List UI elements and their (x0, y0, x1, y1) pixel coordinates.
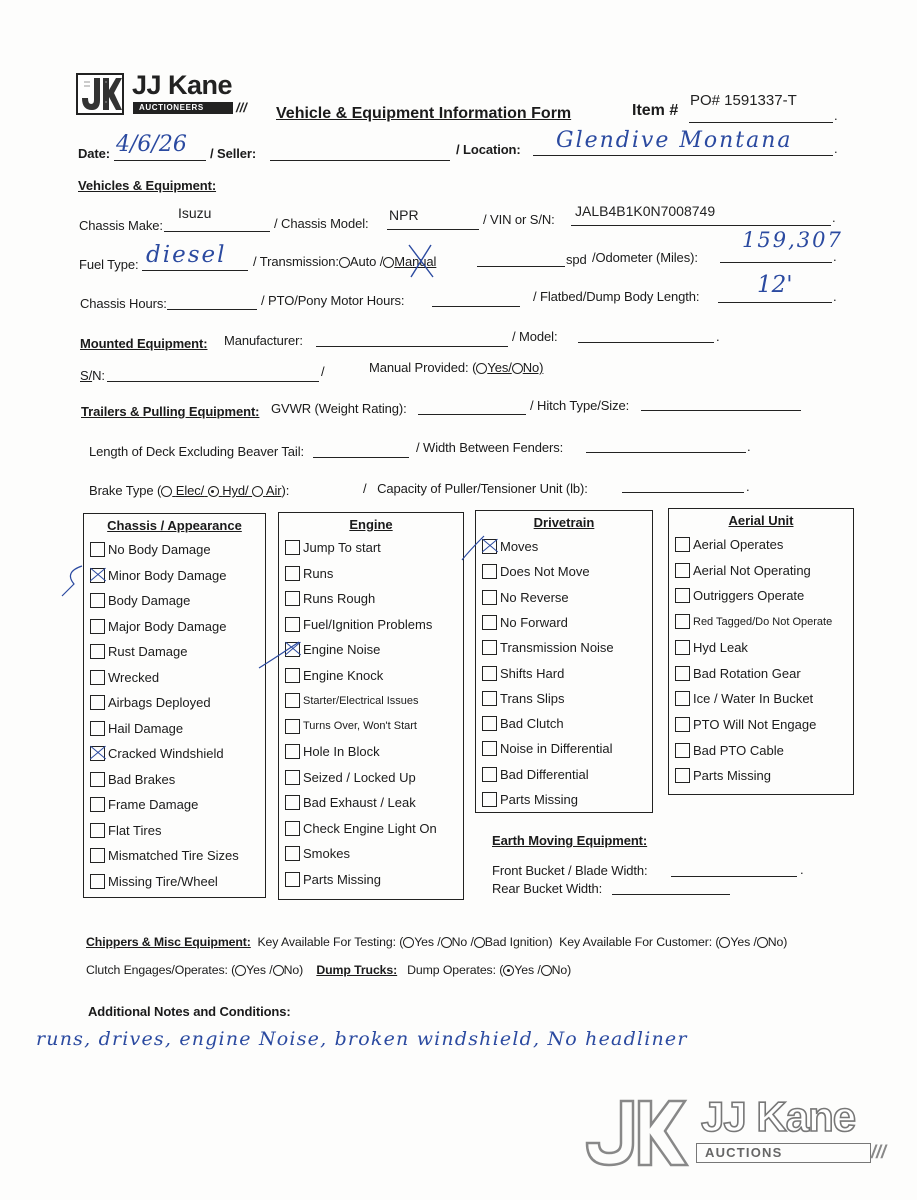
body-length-value[interactable]: 12' (757, 272, 793, 298)
checklist-item-label: Does Not Move (500, 564, 590, 580)
dump-trucks-section-title: Dump Trucks: (316, 963, 398, 977)
gvwr-field[interactable] (418, 414, 526, 415)
checklist-item[interactable] (482, 640, 614, 655)
checklist-item-label: Hyd Leak (693, 639, 748, 655)
checklist-item[interactable] (90, 772, 175, 787)
hitch-label-text: Hitch Type/Size: (537, 398, 630, 413)
manual-yes-label: Yes/ (487, 360, 512, 375)
model-field[interactable] (578, 342, 714, 343)
logo-slashes: /// (236, 100, 247, 115)
brake-type-label: Brake Type ( (89, 483, 162, 498)
period: . (833, 289, 837, 304)
checklist-item-label: Check Engine Light On (303, 820, 437, 836)
period: . (746, 479, 750, 494)
checklist-item-label: Bad PTO Cable (693, 742, 784, 758)
body-length-label: / Flatbed/Dump Body Length: (533, 289, 700, 304)
checklist-item-label: Runs (303, 565, 334, 581)
checklist-item-label: PTO Will Not Engage (693, 716, 817, 732)
chassis-make-line (164, 231, 270, 232)
checklist-item[interactable] (675, 768, 771, 783)
fuel-type-line (142, 270, 248, 271)
checkbox[interactable] (675, 666, 690, 681)
checkbox[interactable] (285, 693, 300, 708)
chippers-row (86, 935, 787, 949)
checklist-item[interactable] (675, 640, 748, 655)
manufacturer-field[interactable] (316, 346, 508, 347)
checklist-item[interactable] (285, 795, 416, 810)
odometer-value[interactable]: 159,307 (742, 228, 843, 252)
checkbox[interactable] (482, 564, 497, 579)
location-label: / Location: (456, 142, 521, 157)
checklist-item-label: Bad Exhaust / Leak (303, 795, 416, 810)
checklist-item[interactable] (675, 537, 783, 552)
sn-label: S/N: (80, 368, 105, 383)
sn-field[interactable] (107, 381, 319, 382)
item-value[interactable]: PO# 1591337-T (690, 92, 797, 109)
checklist-item-label: Missing Tire/Wheel (108, 873, 218, 889)
chassis-model-label-text: Chassis Model: (281, 216, 369, 231)
checklist-item-label: Hail Damage (108, 720, 184, 736)
checklist-item[interactable] (675, 588, 804, 603)
checklist-item-label: Parts Missing (500, 792, 579, 807)
checklist-item-label: Hole In Block (303, 744, 380, 759)
manual-selected-x-mark (405, 243, 437, 279)
watermark-slashes: /// (871, 1142, 887, 1162)
form-title: Vehicle & Equipment Information Form (276, 105, 572, 122)
checklist-item[interactable] (285, 872, 381, 887)
clutch-no-label: No) (283, 963, 304, 977)
clutch-yes-radio[interactable] (235, 965, 246, 976)
checklist-item-label: Body Damage (108, 593, 191, 608)
vehicles-section-title: Vehicles & Equipment: (78, 178, 217, 193)
checklist-item[interactable] (285, 821, 437, 836)
clutch-label: Clutch Engages/Operates: ( (86, 963, 236, 977)
checklist-item-label: No Reverse (500, 589, 569, 605)
checklist-item[interactable] (482, 590, 569, 605)
checklist-item[interactable] (285, 846, 350, 861)
checklist-item-label: Frame Damage (108, 797, 199, 812)
checklist-item-label: Jump To start (303, 540, 381, 555)
checklist-item[interactable] (90, 823, 161, 838)
manual-no-label: No) (522, 360, 544, 375)
checklist-item[interactable] (90, 746, 224, 761)
checklist-item[interactable] (285, 719, 417, 734)
watermark-name: JJ Kane (701, 1093, 856, 1140)
checklist-item[interactable] (285, 540, 381, 555)
logo-tagline: AUCTIONEERS (133, 102, 233, 114)
seller-label: / Seller: (210, 146, 257, 161)
checkbox[interactable] (285, 617, 300, 632)
checklist-item-label: Major Body Damage (108, 618, 227, 634)
dump-yes-radio[interactable] (503, 965, 514, 976)
watermark-tagline: AUCTIONS (696, 1143, 871, 1163)
rear-bucket-field[interactable] (612, 894, 730, 895)
checklist-item[interactable] (90, 670, 159, 685)
brake-air-label: Air (265, 483, 282, 498)
checklist-item-label: Bad Rotation Gear (693, 665, 801, 681)
transmission-auto-label: Auto (349, 254, 377, 269)
vin-label-text: VIN or S/N: (490, 212, 555, 227)
checkbox[interactable] (90, 670, 105, 685)
chassis-make-label: Chassis Make: (79, 218, 163, 233)
chassis-hours-field[interactable] (167, 309, 257, 310)
spd-label: spd (566, 252, 587, 267)
checklist-item-label: No Body Damage (108, 542, 211, 557)
checklist-item[interactable] (90, 619, 227, 634)
capacity-field[interactable] (622, 492, 744, 493)
checklist-item[interactable] (285, 591, 375, 606)
period: . (833, 249, 837, 264)
period: . (834, 108, 838, 123)
period: . (832, 210, 836, 225)
date-label: Date: (78, 146, 111, 161)
checklist-item[interactable] (285, 744, 380, 759)
key-customer-no-radio[interactable] (757, 937, 768, 948)
brake-air-radio[interactable] (252, 486, 263, 497)
capacity-label-text: Capacity of Puller/Tensioner Unit (lb): (377, 481, 588, 496)
key-customer-label: Key Available For Customer: ( (559, 935, 720, 949)
checklist-item[interactable] (675, 743, 784, 758)
checkbox[interactable] (482, 691, 497, 706)
checklist-item-label: Fuel/Ignition Problems (303, 616, 433, 632)
chassis-make-value[interactable]: Isuzu (178, 205, 212, 221)
brake-elec-label: Elec/ (175, 483, 205, 498)
checkbox[interactable] (482, 716, 497, 731)
checkbox[interactable] (482, 767, 497, 782)
hitch-label: / Hitch Type/Size: (530, 398, 630, 413)
checkbox-checked[interactable] (90, 746, 105, 761)
checkbox[interactable] (675, 691, 690, 706)
checklist-item[interactable] (482, 741, 612, 756)
fuel-type-label: Fuel Type: (79, 257, 139, 272)
checkbox[interactable] (90, 848, 105, 863)
trailers-section-title: Trailers & Pulling Equipment: (81, 404, 260, 419)
checklist-item[interactable] (90, 848, 239, 863)
checkbox[interactable] (90, 619, 105, 634)
checkbox[interactable] (90, 874, 105, 889)
key-testing-label: Key Available For Testing: ( (257, 935, 404, 949)
logo-name: JJ Kane (132, 70, 233, 100)
checklist-item[interactable] (675, 614, 832, 629)
checkbox[interactable] (285, 821, 300, 836)
checklist-item[interactable] (90, 797, 198, 812)
gvwr-label: GVWR (Weight Rating): (271, 401, 407, 416)
check-annotation-mark (460, 530, 490, 566)
checklist-title: Aerial Unit (728, 513, 794, 528)
checklist-item[interactable] (482, 615, 568, 630)
checklist-item-label: Wrecked (108, 669, 160, 685)
notes-label: Additional Notes and Conditions: (88, 1004, 291, 1019)
seller-label-text: Seller: (217, 146, 257, 161)
clutch-no-radio[interactable] (273, 965, 284, 976)
clutch-dump-row (86, 963, 571, 977)
checkbox[interactable] (90, 695, 105, 710)
checklist-item-label: Trans Slips (500, 690, 565, 706)
transmission-manual-radio[interactable] (383, 257, 394, 268)
checkbox[interactable] (285, 872, 300, 887)
checkbox[interactable] (90, 772, 105, 787)
vin-label: / VIN or S/N: (483, 212, 555, 227)
checklist-item[interactable] (482, 539, 538, 554)
checklist-item-label: Airbags Deployed (108, 695, 211, 710)
checklist-item-label: Smokes (303, 846, 350, 861)
checkbox[interactable] (285, 744, 300, 759)
location-label-text: Location: (463, 142, 521, 157)
deck-length-field[interactable] (313, 457, 409, 458)
checklist-item-label: Moves (500, 539, 539, 554)
checklist-item-label: Ice / Water In Bucket (693, 691, 814, 707)
key-testing-no-label: No / (451, 935, 474, 949)
checklist-item-label: Noise in Differential (500, 741, 613, 757)
checklist-title: Chassis / Appearance (107, 518, 242, 533)
watermark-jk-icon (583, 1095, 691, 1170)
checkbox[interactable] (675, 614, 690, 629)
checklist-item[interactable] (285, 770, 416, 785)
period: . (716, 329, 720, 344)
transmission-label: Transmission: (259, 254, 339, 269)
checklist-item[interactable] (482, 716, 564, 731)
date-value[interactable]: 4/6/26 (116, 132, 187, 157)
transmission-group: / Transmission: Auto / Manual (253, 254, 437, 269)
checkbox[interactable] (482, 640, 497, 655)
checklist-item-label: Bad Brakes (108, 771, 176, 787)
transmission-manual-label: Manual (394, 254, 437, 269)
checkbox[interactable] (285, 770, 300, 785)
vin-value[interactable]: JALB4B1K0N7008749 (575, 203, 716, 219)
checklist-item[interactable] (90, 695, 211, 710)
checklist-aerial (668, 508, 854, 795)
checklist-item[interactable] (675, 563, 811, 578)
transmission-auto-radio[interactable] (339, 257, 350, 268)
checklist-item[interactable] (675, 717, 816, 732)
clutch-yes-label: Yes / (246, 963, 273, 977)
model-label: / Model: (512, 329, 558, 344)
pto-hours-label: / PTO/Pony Motor Hours: (261, 293, 405, 308)
checkbox[interactable] (675, 563, 690, 578)
key-testing-bad-ignition-label: Bad Ignition) (484, 935, 553, 949)
checkbox[interactable] (285, 719, 300, 734)
period: . (747, 439, 751, 454)
checklist-item[interactable] (90, 542, 211, 557)
checkbox[interactable] (285, 846, 300, 861)
manual-provided-group (369, 360, 543, 375)
checkbox[interactable] (90, 644, 105, 659)
spd-line (477, 266, 565, 267)
checkbox[interactable] (285, 591, 300, 606)
checkbox[interactable] (482, 666, 497, 681)
item-line (689, 122, 833, 123)
brake-hyd-label: Hyd/ (222, 483, 249, 498)
checklist-item[interactable] (90, 644, 187, 659)
checklist-item-label: Minor Body Damage (108, 567, 227, 583)
brake-type-group (89, 483, 289, 498)
chassis-model-value[interactable]: NPR (389, 207, 419, 223)
chassis-model-line (387, 229, 479, 230)
brake-hyd-radio[interactable] (208, 486, 219, 497)
manual-yes-radio[interactable] (476, 363, 487, 374)
checklist-item-label: Cracked Windshield (108, 746, 224, 761)
checkbox[interactable] (482, 792, 497, 807)
checklist-item-label: Engine Noise (303, 642, 381, 657)
front-bucket-field[interactable] (671, 876, 797, 877)
checkbox[interactable] (90, 721, 105, 736)
checklist-item-label: Outriggers Operate (693, 588, 805, 604)
brake-elec-radio[interactable] (161, 486, 172, 497)
checkbox[interactable] (482, 615, 497, 630)
slash: / (321, 364, 325, 379)
checkbox[interactable] (675, 588, 690, 603)
checkbox[interactable] (482, 741, 497, 756)
checkbox[interactable] (90, 797, 105, 812)
checklist-item-label: Shifts Hard (500, 665, 565, 681)
manual-provided-label: Manual Provided: ( (369, 360, 477, 375)
checklist-item-label: Mismatched Tire Sizes (108, 848, 239, 863)
chassis-model-label: / Chassis Model: (274, 216, 369, 231)
checklist-item[interactable] (285, 566, 333, 581)
pto-hours-label-text: PTO/Pony Motor Hours: (268, 293, 405, 308)
checklist-title: Drivetrain (533, 515, 595, 530)
checkbox[interactable] (90, 542, 105, 557)
fenders-label-text: Width Between Fenders: (423, 440, 564, 455)
checklist-item-label: Red Tagged/Do Not Operate (693, 615, 833, 628)
checklist-item[interactable] (285, 693, 419, 708)
key-testing-yes-label: Yes / (414, 935, 441, 949)
checklist-item-label: Aerial Not Operating (693, 562, 811, 578)
checkbox[interactable] (675, 717, 690, 732)
checklist-item[interactable] (482, 792, 578, 807)
checklist-item-label: Aerial Operates (693, 537, 784, 552)
odometer-label: /Odometer (Miles): (592, 250, 698, 265)
pto-hours-field[interactable] (432, 306, 520, 307)
checklist-item[interactable] (90, 874, 218, 889)
dump-yes-label: Yes / (514, 963, 541, 977)
checklist-item[interactable] (482, 767, 589, 782)
capacity-label: / Capacity of Puller/Tensioner Unit (lb): (363, 481, 588, 496)
checklist-item[interactable] (285, 617, 432, 632)
checklist-item-label: Parts Missing (693, 768, 772, 784)
checkbox[interactable] (285, 540, 300, 555)
key-testing-yes-radio[interactable] (403, 937, 414, 948)
period: . (834, 141, 838, 156)
checklist-item-label: Flat Tires (108, 822, 162, 838)
checklist-item-label: Runs Rough (303, 591, 376, 606)
checkbox[interactable] (285, 795, 300, 810)
jj-kane-logo-icon (76, 72, 124, 116)
rear-bucket-label: Rear Bucket Width: (492, 881, 603, 896)
item-label: Item # (632, 102, 679, 119)
checklist-item[interactable] (675, 691, 813, 706)
checklist-item-label: Seized / Locked Up (303, 769, 416, 785)
checklist-item-label: Transmission Noise (500, 640, 614, 656)
checkbox[interactable] (675, 768, 690, 783)
key-testing-bad-ignition-radio[interactable] (474, 937, 485, 948)
checkbox[interactable] (675, 640, 690, 655)
checklist-item[interactable] (90, 721, 183, 736)
checklist-item[interactable] (675, 666, 801, 681)
checklist-item-label: Rust Damage (108, 644, 188, 659)
manufacturer-label: Manufacturer: (224, 333, 303, 348)
manual-no-radio[interactable] (512, 363, 523, 374)
checkbox[interactable] (482, 590, 497, 605)
brake-end: ): (281, 483, 290, 498)
checklist-engine (278, 512, 464, 900)
checkbox[interactable] (675, 537, 690, 552)
checklist-drivetrain (475, 510, 653, 813)
body-length-line (718, 302, 832, 303)
seller-field[interactable] (270, 160, 450, 161)
checklist-item[interactable] (482, 564, 590, 579)
deck-length-label: Length of Deck Excluding Beaver Tail: (89, 444, 305, 459)
checklist-title: Engine (349, 517, 393, 532)
check-annotation-mark (60, 562, 120, 598)
earth-moving-section-title: Earth Moving Equipment: (492, 833, 648, 848)
checklist-item-label: Engine Knock (303, 667, 384, 683)
checklist-item-label: Parts Missing (303, 871, 382, 887)
checklist-item-label: No Forward (500, 614, 568, 630)
hitch-field[interactable] (641, 410, 801, 411)
fenders-label: / Width Between Fenders: (416, 440, 564, 455)
checklist-item-label: Turns Over, Won't Start (303, 720, 417, 732)
key-customer-yes-label: Yes / (730, 935, 757, 949)
vin-line (571, 225, 831, 226)
odometer-line (720, 262, 832, 263)
fuel-type-value[interactable]: diesel (146, 242, 227, 268)
watermark-logo (583, 1093, 887, 1175)
model-label-text: Model: (519, 329, 558, 344)
location-value[interactable]: Glendive Montana (556, 128, 793, 153)
fenders-field[interactable] (586, 452, 746, 453)
checklist-item[interactable] (482, 691, 565, 706)
checklist-item-label: Bad Differential (500, 766, 589, 782)
checkbox[interactable] (285, 566, 300, 581)
dump-no-label: No) (551, 963, 572, 977)
body-length-label-text: Flatbed/Dump Body Length: (540, 289, 700, 304)
chippers-section-title: Chippers & Misc Equipment: (86, 935, 251, 949)
location-line (533, 155, 833, 156)
key-customer-yes-radio[interactable] (719, 937, 730, 948)
dump-operates-label: Dump Operates: ( (407, 963, 504, 977)
dump-no-radio[interactable] (541, 965, 552, 976)
checklist-item-label: Bad Clutch (500, 716, 564, 732)
check-annotation-mark (255, 638, 305, 674)
mounted-section-title: Mounted Equipment: (80, 336, 208, 351)
period: . (800, 862, 804, 877)
front-bucket-label: Front Bucket / Blade Width: (492, 863, 648, 878)
notes-value[interactable]: runs, drives, engine Noise, broken windshield, No headliner (36, 1028, 688, 1050)
checkbox[interactable] (90, 823, 105, 838)
checklist-item[interactable] (482, 666, 564, 681)
key-testing-no-radio[interactable] (441, 937, 452, 948)
key-customer-no-label: No) (767, 935, 788, 949)
checkbox[interactable] (675, 743, 690, 758)
date-line (114, 160, 206, 161)
checklist-item-label: Starter/Electrical Issues (303, 694, 419, 707)
chassis-hours-label: Chassis Hours: (80, 296, 167, 311)
